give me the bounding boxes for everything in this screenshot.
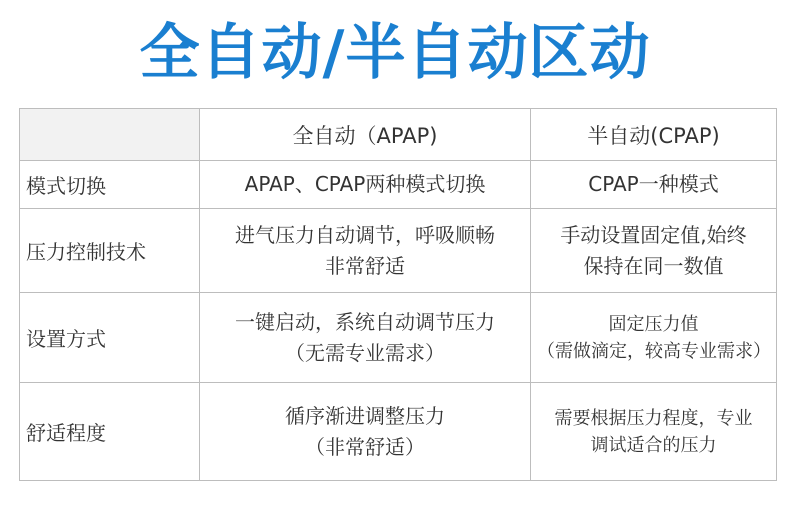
- cell-line: （无需专业需求）: [285, 340, 445, 365]
- apap-cell: [200, 293, 531, 383]
- comparison-table: [19, 108, 777, 481]
- cpap-cell: [531, 161, 777, 209]
- cpap-cell: [531, 209, 777, 293]
- cell-line: APAP、CPAP两种模式切换: [244, 172, 486, 196]
- row-label-pressure-control: 压力控制技术: [20, 209, 200, 293]
- header-apap: 全自动（APAP): [200, 109, 531, 161]
- cell-line: 保持在同一数值: [583, 253, 724, 278]
- cpap-cell: [531, 293, 777, 383]
- table-row: [20, 209, 777, 293]
- table-row: [20, 161, 777, 209]
- header-blank-cell: [20, 109, 200, 161]
- cell-line: 循序渐进调整压力: [285, 403, 445, 428]
- table-row: [20, 293, 777, 383]
- cell-line: 进气压力自动调节，呼吸顺畅: [235, 222, 495, 247]
- apap-cell: [200, 383, 531, 481]
- cell-line: （非常舒适）: [305, 434, 425, 459]
- cell-line: （需做滴定，较高专业需求）: [537, 340, 771, 362]
- cell-line: CPAP一种模式: [588, 172, 719, 196]
- row-label-setup-method: 设置方式: [20, 293, 200, 383]
- cpap-cell: [531, 383, 777, 481]
- cell-line: 一键启动，系统自动调节压力: [235, 309, 495, 334]
- cell-line: 需要根据压力程度，专业: [554, 407, 753, 429]
- row-label-mode-switch: 模式切换: [20, 161, 200, 209]
- apap-cell: [200, 161, 531, 209]
- table-row: [20, 383, 777, 481]
- apap-cell: [200, 209, 531, 293]
- page-title: 全自动/半自动区动: [139, 18, 651, 88]
- cell-line: 非常舒适: [325, 253, 405, 278]
- header-cpap: 半自动(CPAP): [531, 109, 777, 161]
- table-header-row: [20, 109, 777, 161]
- cell-line: 固定压力值: [608, 313, 699, 335]
- row-label-comfort-level: 舒适程度: [20, 383, 200, 481]
- cell-line: 手动设置固定值,始终: [560, 222, 747, 247]
- cell-line: 调试适合的压力: [590, 434, 717, 456]
